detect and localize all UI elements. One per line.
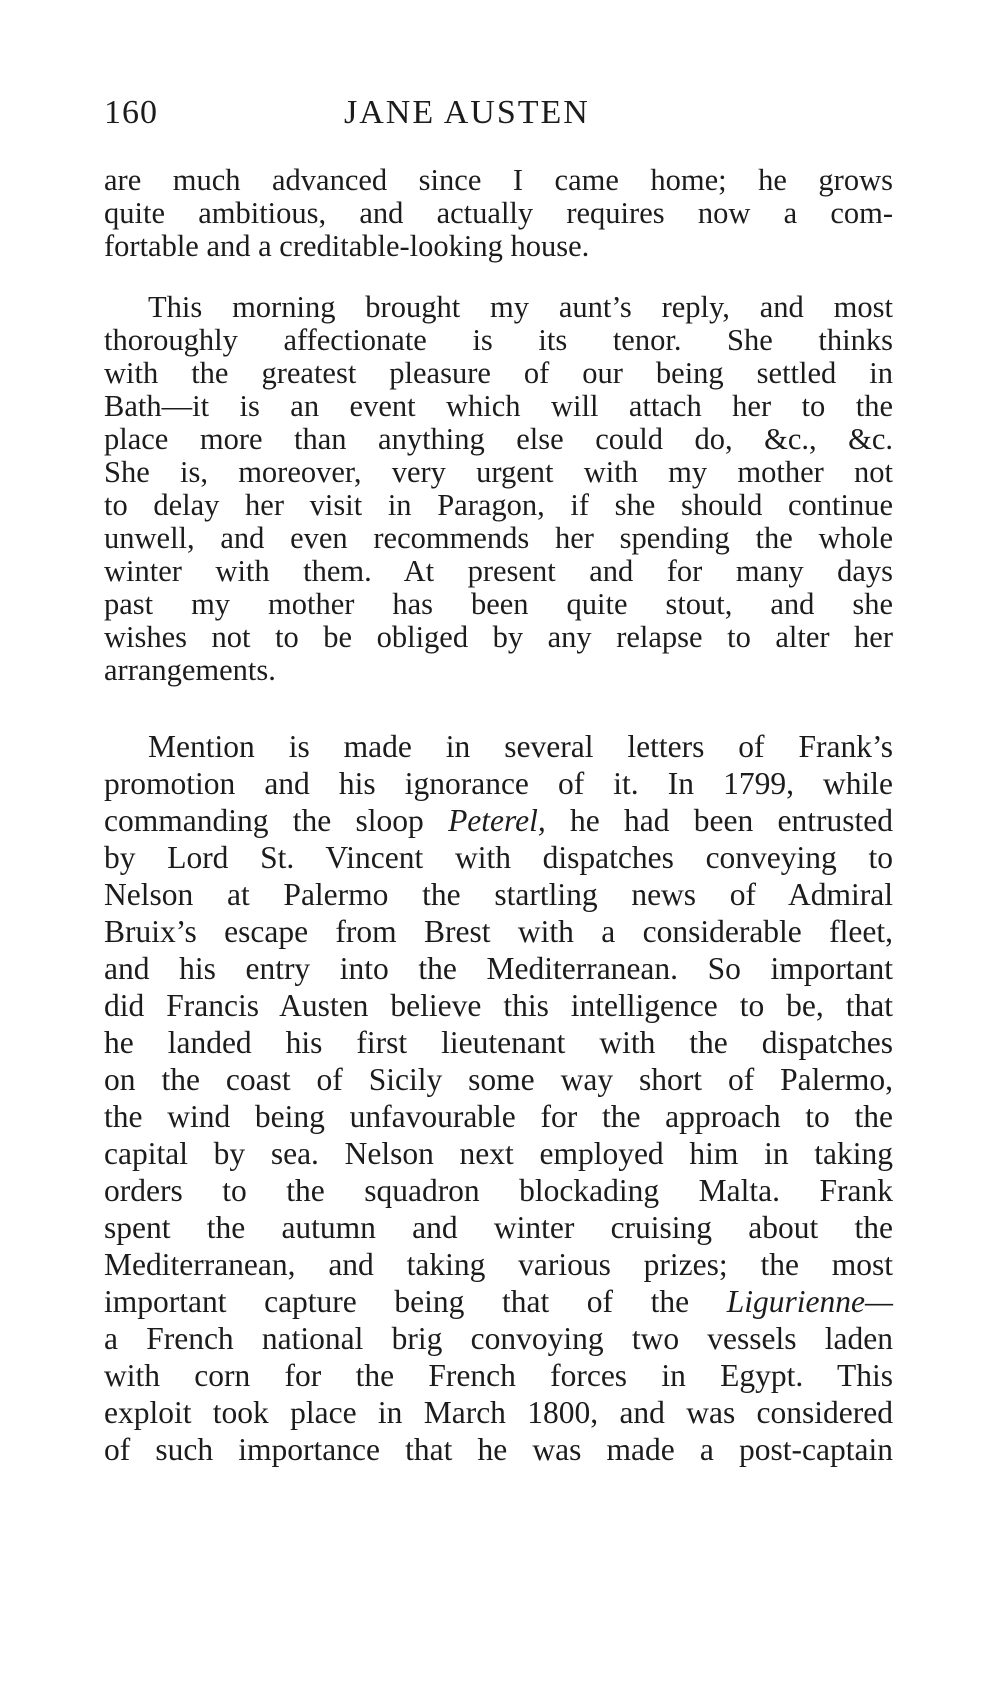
text-line: exploit took place in March 1800, and was considered: [104, 1395, 893, 1430]
text-line: spent the autumn and winter cruising about the: [104, 1210, 893, 1245]
page-header: [104, 94, 893, 144]
text-line: promotion and his ignorance of it. In 1799, while: [104, 766, 893, 801]
text-line: of such importance that he was made a post-captain: [104, 1432, 893, 1467]
text-line-with-ship-name: [104, 802, 893, 839]
text-line: Bath—it is an event which will attach her to the: [104, 389, 893, 423]
text-line: orders to the squadron blockading Malta. Frank: [104, 1173, 893, 1208]
text-line: a French national brig convoying two vessels laden: [104, 1321, 893, 1356]
text-line: to delay her visit in Paragon, if she should continue: [104, 488, 893, 522]
text-line: arrangements.: [104, 653, 276, 687]
text-line: winter with them. At present and for many days: [104, 554, 893, 588]
text-line: he landed his first lieutenant with the dispatches: [104, 1025, 893, 1060]
text-line: Nelson at Palermo the startling news of Admiral: [104, 877, 893, 912]
text-line-with-ship-name: [104, 1283, 893, 1320]
page-number: 160: [104, 94, 158, 131]
text-line: are much advanced since I came home; he grows: [104, 163, 893, 197]
text-line: by Lord St. Vincent with dispatches conveying to: [104, 840, 893, 875]
text-line: and his entry into the Mediterranean. So important: [104, 951, 893, 986]
text-fragment: important capture being that of the: [104, 1284, 727, 1319]
text-line: Bruix’s escape from Brest with a considerable fleet,: [104, 914, 893, 949]
text-line: unwell, and even recommends her spending the whole: [104, 521, 893, 555]
text-line: the wind being unfavourable for the approach to the: [104, 1099, 893, 1134]
text-line: did Francis Austen believe this intelligence to be, that: [104, 988, 893, 1023]
text-line: quite ambitious, and actually requires now a com-: [104, 196, 893, 230]
ship-name-ligurienne: Ligurienne—: [726, 1284, 893, 1319]
text-line: place more than anything else could do, &c., &c.: [104, 422, 893, 456]
text-line: Mediterranean, and taking various prizes; the most: [104, 1247, 893, 1282]
text-line: with corn for the French forces in Egypt. This: [104, 1358, 893, 1393]
ship-name-peterel: Peterel,: [448, 803, 546, 838]
text-line: thoroughly affectionate is its tenor. She thinks: [104, 323, 893, 357]
text-line: wishes not to be obliged by any relapse to alter her: [104, 620, 893, 654]
paragraph-3: [104, 728, 893, 1468]
text-line: with the greatest pleasure of our being settled in: [104, 356, 893, 390]
text-line: She is, moreover, very urgent with my mother not: [104, 455, 893, 489]
text-line: past my mother has been quite stout, and she: [104, 587, 893, 621]
text-fragment: commanding the sloop: [104, 803, 449, 838]
text-line: This morning brought my aunt’s reply, and most: [148, 290, 893, 324]
text-line: capital by sea. Nelson next employed him in taking: [104, 1136, 893, 1171]
text-line: Mention is made in several letters of Frank’s: [148, 729, 893, 764]
paragraph-1: [104, 164, 893, 263]
paragraph-2: [104, 291, 893, 687]
text-line: fortable and a creditable-looking house.: [104, 229, 590, 263]
running-title: JANE AUSTEN: [344, 94, 590, 131]
text-line: on the coast of Sicily some way short of Palermo,: [104, 1062, 893, 1097]
text-fragment: he had been entrusted: [545, 803, 893, 838]
